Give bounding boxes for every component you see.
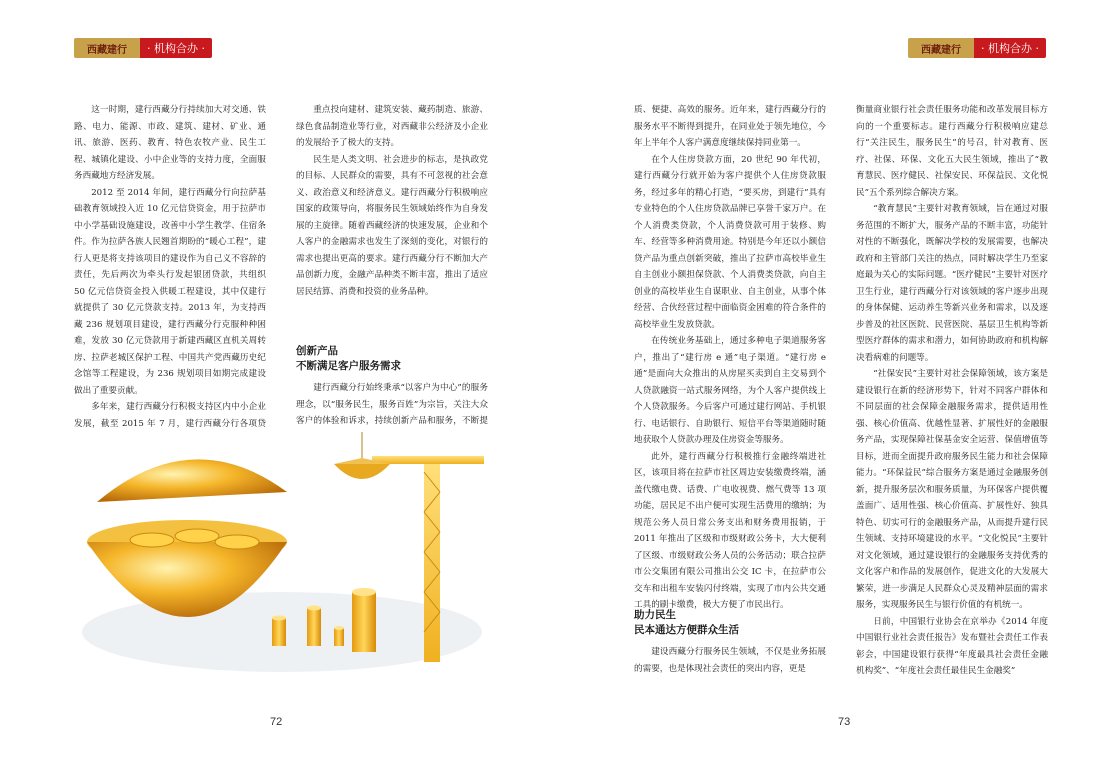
coin-top [352, 588, 376, 596]
coin-top [334, 626, 344, 630]
bank-logo: 西藏建行 [908, 38, 974, 58]
coin [130, 533, 174, 547]
right-header [908, 38, 1046, 58]
illustration-svg [72, 432, 484, 676]
coin-stack [352, 592, 376, 652]
paragraph: 质、便捷、高效的服务。近年来，建行西藏分行的服务水平不断得到提升，在同业处于领先地位，今年上半年个人客户满意度继续保持同业第一。 [634, 105, 826, 148]
page-number: 72 [270, 716, 283, 728]
gold-coin-globe-illustration [72, 432, 484, 676]
section-heading-line1: 助力民生 [634, 609, 676, 621]
page-number: 73 [838, 716, 851, 728]
section-heading-line1: 创新产品 [296, 345, 338, 357]
paragraph: 建行西藏分行始终秉承“以客户为中心”的服务理念，以“服务民生，服务百姓”为宗旨，关注大众客户的体验和诉求，持续创新产品和服务，不断提 [296, 383, 488, 426]
paragraph: 重点投向建材、建筑安装、藏药制造、旅游、绿色食品制造业等行业，对西藏非公经济及小企业的发展给予了极大的支持。 [296, 105, 488, 148]
section-heading [634, 608, 826, 638]
column-tag: · 机构合办 · [140, 38, 212, 58]
coin [175, 529, 219, 543]
globe-lid [97, 459, 287, 502]
paragraph: 在个人住房贷款方面，20 世纪 90 年代初，建行西藏分行就开始为客户提供个人住房贷款服务，经过多年的精心打造，“要买房，到建行”具有专业特色的个人住房贷款品牌已享誉千家万户。在个人消费类贷款，个人消费贷款可用于装修、购车、经营等多种消费用途。特别是今年还以小额信贷产品为重点创新突破，推出了拉萨市高校毕业生自主创业小额担保贷款、个人消费类贷款，向自主创业的高校毕业生自谋职业、自主创业，从事个体经营、合伙经营过程中面临资金困难的符合条件的高校毕业生发放贷款。 [634, 154, 826, 330]
paragraph: 2012 至 2014 年间，建行西藏分行向拉萨基础教育领域投入近 10 亿元信贷资金，用于拉萨市中小学基础设施建设，改善中小学生教学、住宿条件。作为拉萨各族人民翘首期盼的“暖心工程”，建行人更是将支持该项目的建设作为自己义不容辞的责任，先后两次为牵头行发起银团贷款，共组织 50 亿元信贷资金投入供暖工程建设，其中仅建行就提供了 30 亿元贷款支持。2013 年，为支持西藏 236 规划项目建设，建行西藏分行克服种种困难，发放 30 亿元贷款用于新建西藏区直机关周转房、拉萨老城区保护工程、中国共产党西藏历史纪念馆等工程建设，为 236 规划项目如期完成建设做出了重要贡献。 [74, 187, 266, 396]
section-heading-line2: 民本通达方便群众生活 [634, 624, 739, 636]
right-column-1 [634, 102, 826, 614]
crane-jib [372, 456, 484, 464]
paragraph: 此外，建行西藏分行积极推行金融终端进社区，该项目将在拉萨市社区周边安装缴费终端，涵盖代缴电费、话费、广电收视费、燃气费等 13 项功能，居民足不出户便可实现生活费用的缴纳；为规范公务人员日常公务支出和财务费用报销，于 2011 年推出了区级和市级财政公务卡，大大便利了区级、市级财政公务人员的公务活动；联合拉萨市公交集团有限公司推出公交 IC 卡，在拉萨市公交车和出租车安装闪付终端，实现了市内公共交通工具的刷卡缴费，极大方便了市民出行。 [634, 451, 826, 610]
column-tag: · 机构合办 · [974, 38, 1046, 58]
coin-stack [272, 618, 286, 646]
right-section-livelihood [634, 608, 826, 677]
coin-top [307, 606, 321, 611]
paragraph: 日前，中国银行业协会在京举办《2014 年度中国银行业社会责任报告》发布暨社会责任工作表彰会，中国建设银行获得“年度最具社会责任金融机构奖”、“年度社会责任最佳民生金融奖” [856, 616, 1048, 676]
basket [334, 464, 390, 479]
paragraph: 在传统业务基础上，通过多种电子渠道服务客户，推出了“建行房 e 通”电子渠道。“建行房 e 通”是面向大众推出的从房屋买卖到自主交易到个人贷款融资一站式服务网络，为个人客户提供线上个人贷款服务。今后客户可通过建行网站、手机银行、电话银行、自助银行、短信平台等渠道随时随地获取个人贷款办理及住房资金等服务。 [634, 336, 826, 445]
coin-top [272, 616, 286, 621]
paragraph: 多年来，建行西藏分行积极支持区内中小企业发展，截至 2015 年 7 月，建行西藏分行各项贷 [74, 402, 266, 429]
right-column-2 [856, 102, 1048, 680]
section-heading-line2: 不断满足客户服务需求 [296, 360, 401, 372]
left-column-1 [74, 102, 266, 465]
paragraph: “教育慧民”主要针对教育领域，旨在通过对服务范围的不断扩大，服务产品的不断丰富，功能针对性的不断强化，既解决学校的发展需要，也解决政府和主管部门关注的热点，同时解决学生乃至家庭最为关心的实际问题。“医疗健民”主要针对医疗卫生行业，建行西藏分行对该领域的客户逐步出现的身体保健、运动养生等新兴业务和需求，以及逐步普及的社区医院、民营医院、基层卫生机构等新型医疗群体的需求和潜力，如何协助政府和机构解决看病难的问题等。 [856, 204, 1048, 363]
paragraph: 建设西藏分行服务民生领域，不仅是业务拓展的需要，也是体现社会责任的突出内容，更是 [634, 647, 826, 674]
coin-stack [334, 628, 344, 646]
paragraph: 这一时期，建行西藏分行持续加大对交通、铁路、电力、能源、市政、建筑、建材、矿业、通讯、旅游、医药、教育、特色农牧产业、民生工程、城镇化建设、小中企业等的支持力度，全面服务西藏地方经济发展。 [74, 105, 266, 181]
paragraph: 民生是人类文明、社会进步的标志，是执政党的目标、人民群众的需要，具有不可忽视的社会意义、政治意义和经济意义。建行西藏分行积极响应国家的政策导向，将服务民生领域始终作为自身发展的主旋律。随着西藏经济的快速发展，企业和个人客户的金融需求也发生了深刻的变化，对银行的需求也提出更高的要求。建行西藏分行不断加大产品创新力度，金融产品种类不断丰富，推出了适应居民结算、消费和投资的业务品种。 [296, 154, 488, 297]
left-header [74, 38, 212, 58]
left-section-innovation [296, 344, 488, 446]
left-column-2 [296, 102, 488, 300]
section-heading [296, 344, 488, 374]
coin-stack [307, 608, 321, 646]
paragraph: “社保安民”主要针对社会保障领域，该方案是建设银行在新的经济形势下，针对不同客户群体和不同层面的社会保障金融服务需求，提供适用性强、核心价值高、优越性显著、扩展性好的金融服务产品，实现保障社保基金安全运营、保值增值等目标，进而全面提升政府服务民生能力和社会保障能力。“环保益民”综合服务方案是通过金融服务创新，提升服务层次和服务质量，为环保客户提供覆盖面广、适用性强、核心价值高、扩展性好、独具特色、切实可行的金融服务产品，从而提升建行民生领域、支持环境建设的水平。“文化悦民”主要针对文化领域，通过建设银行的金融服务支持优秀的文化客户和作品的发展创作，促进文化的大发展大繁荣，进一步满足人民群众心灵及精神层面的需求服务，实现服务民生与银行价值的有机统一。 [856, 369, 1048, 610]
right-page [560, 0, 1120, 760]
paragraph: 衡量商业银行社会责任服务功能和改革发展目标方向的一个重要标志。建行西藏分行积极响应建总行“关注民生，服务民生”的号召，针对教育、医疗、社保、环保、文化五大民生领域，推出了“教育慧民、医疗健民、社保安民、环保益民、文化悦民”五个系列综合解决方案。 [856, 105, 1048, 198]
coin [215, 535, 259, 549]
bank-logo: 西藏建行 [74, 38, 140, 58]
